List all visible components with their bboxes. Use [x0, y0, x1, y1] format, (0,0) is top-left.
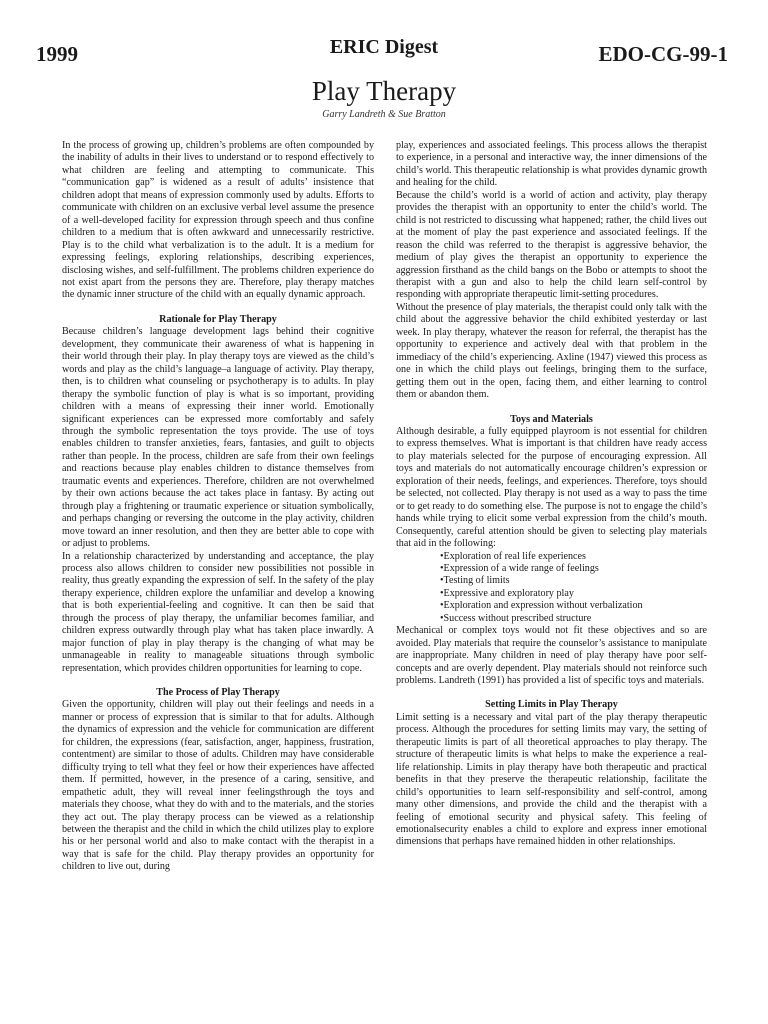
header-document-code: EDO-CG-99-1: [598, 42, 728, 66]
play-objectives-list: [396, 551, 707, 626]
left-column: [62, 140, 374, 874]
authors-byline: Garry Landreth & Sue Bratton: [322, 109, 446, 120]
header-year: 1999: [36, 42, 78, 66]
list-item: • Testing of limits: [440, 575, 707, 587]
section-heading-rationale: Rationale for Play Therapy: [159, 313, 277, 325]
process-paragraph-4: Without the presence of play materials, the therapist could only talk with the child about the aggressive behavior the child exhibited yesterday or last week. In play therapy, whatever the reason for referral, the therapist has the opportunity to experience and actively deal with that problem in the immediacy of the child’s experiencing. Axline (1947) viewed this process as one in which the child plays out feelings, bringing them to the surface, getting them out in the open, facing them, and either learning to control them or abandon them.: [396, 301, 707, 401]
section-heading-toys: Toys and Materials: [510, 413, 593, 425]
section-heading-process: The Process of Play Therapy: [156, 687, 280, 699]
page-header: [0, 36, 768, 76]
list-item: • Exploration and expression without verbalization: [440, 600, 707, 612]
list-item: • Expressive and exploratory play: [440, 588, 707, 600]
rationale-paragraph-2: In a relationship characterized by understanding and acceptance, the play process also allows children to consider new possibilities not possible in reality, thus greatly expanding the expression of self. In the safety of the play therapy experience, children explore the unfamiliar and develop a knowing that is both experiential-feeling and cognitive. It can then be said that through the process of play therapy, the unfamiliar becomes familiar, and children express outwardly through play what has taken place inwardly. A major function of play in play therapy is the changing of what may be unmanageable in reality to manageable situations through symbolic representation, which provides children opportunities for learning to cope.: [62, 550, 374, 674]
intro-paragraph: In the process of growing up, children’s problems are often compounded by the inability of adults in their lives to understand or to respond effectively to what children are feeling and attempting to communicate. This “communication gap” is widened as a result of adults’ insistence that children adopt that means of expression commonly used by adults. Efforts to communicate with children on an exclusive verbal level assume the presence of a well-developed facility for expression through speech and thus confine children to a medium that is often awkward and unnecessarily restrictive. Play is to the child what verbalization is to the adult. It is a medium for expressing feelings, exploring relationships, describing experiences, disclosing wishes, and self-fulfillment. The problems children experience do not exist apart from the persons they are. Therefore, play therapy matches the dynamic inner structure of the child with an equally dynamic approach.: [62, 140, 374, 301]
list-item: • Exploration of real life experiences: [440, 551, 707, 563]
section-heading-limits: Setting Limits in Play Therapy: [485, 699, 618, 711]
toys-paragraph-1: Although desirable, a fully equipped playroom is not essential for children to express themselves. What is important is that children have ready access to play materials selected for the purpose of encouraging expression. All toys and materials do not automatically encourage children’s expression or exploration of their needs, feelings, and experiences. Therefore, toys should be selected, not collected. Play therapy is not used as a way to pass the time or to get ready to do something else. The purpose is not to engage the child’s hands while trying to elicit some verbal expression from the child’s mouth. Consequently, careful attention should be given to selecting play materials that aid in the following:: [396, 425, 707, 550]
process-paragraph-2: play, experiences and associated feelings. This process allows the therapist to experience, in a personal and interactive way, the inner dimensions of the child’s world. This therapeutic relationship is what provides dynamic growth and healing for the child.: [396, 140, 707, 189]
page-title: Play Therapy: [311, 76, 457, 106]
limits-paragraph-1: Limit setting is a necessary and vital part of the play therapy therapeutic process. Although the procedures for setting limits may vary, the setting of therapeutic limits is part of all theoretical approaches to play therapy. The structure of therapeutic limits is what helps to make the experience a real-life relationship. Limits in play therapy have both therapeutic and practical benefits in that they preserve the therapeutic relationship, facilitate the child’s opportunities to learn self-responsibility and self-control, among many other dimensions, and provide the child and the therapist with a feeling of emotional security and physical safety. This feeling of emotionalsecurity enables a child to explore and express inner emotional dimensions that perhaps have remained hidden in other relationships.: [396, 711, 707, 848]
toys-paragraph-2: Mechanical or complex toys would not fit these objectives and so are avoided. Play materials that require the counselor’s assistance to manipulate are inappropriate. Many children in need of play therapy have poor self-concepts and are overly dependent. Play materials should not reinforce such problems. Landreth (1991) has provided a list of specific toys and materials.: [396, 625, 707, 687]
list-item: • Expression of a wide range of feelings: [440, 563, 707, 575]
list-item: • Success without prescribed structure: [440, 613, 707, 625]
process-paragraph-1: Given the opportunity, children will play out their feelings and needs in a manner or process of expression that is similar to that for adults. Although the dynamics of expression and the vehicle for communication are different for children, the expressions (fear, satisfaction, anger, happiness, frustration, contentment) are similar to those of adults. Children may have considerable difficulty trying to tell what they feel or how their experiences have affected them. If permitted, however, in the presence of a caring, sensitive, and empathetic adult, they will reveal inner feelingsthrough the toys and materials they choose, what they do with and to the materials, and the stories they act out. The play therapy process can be viewed as a relationship between the therapist and the child in which the child utilizes play to explore his or her personal world and also to make contact with the therapist in a way that is safe for the child. Play therapy provides an opportunity for children to live out, during: [62, 699, 374, 873]
rationale-paragraph-1: Because children’s language development lags behind their cognitive development, they communicate their awareness of what is happening in their world through their play. In play therapy toys are viewed as the child’s words and play as the child’s language–a language of activity. Play therapy, then, is to children what counseling or psychotherapy is to adults. In play therapy the symbolic function of play is what is so important, providing children with a means of expressing their inner world. Emotionally significant experiences can be expressed more comfortably and safely through the symbolic representation the toys provide. The use of toys enables children to transfer anxieties, fears, fantasies, and guilt to objects rather than people. In the process, children are safe from their own feelings and reactions because play enables children to distance themselves from traumatic events and experiences. Therefore, children are not overwhelmed by their own actions because the act takes place in fantasy. By acting out through play a frightening or traumatic experience or situation symbolically, and perhaps changing or reversing the outcome in the play activity, children move toward an inner resolution, and then they are better able to cope with or adjust to problems.: [62, 326, 374, 550]
process-paragraph-3: Because the child’s world is a world of action and activity, play therapy provides the therapist with an opportunity to enter the child’s world. The child is not restricted to discussing what happened; rather, the child lives out at the moment of play the past experience and associated feelings. If the reason the child was referred to the therapist is aggressive behavior, the medium of play gives the therapist an opportunity to experience the aggression firsthand as the child bangs on the Bobo or attempts to shoot the therapist with a gun and also to help the child learn self-control by responding with appropriate therapeutic limit-setting procedures.: [396, 189, 707, 301]
right-column: [396, 140, 707, 849]
header-series: ERIC Digest: [329, 36, 439, 58]
